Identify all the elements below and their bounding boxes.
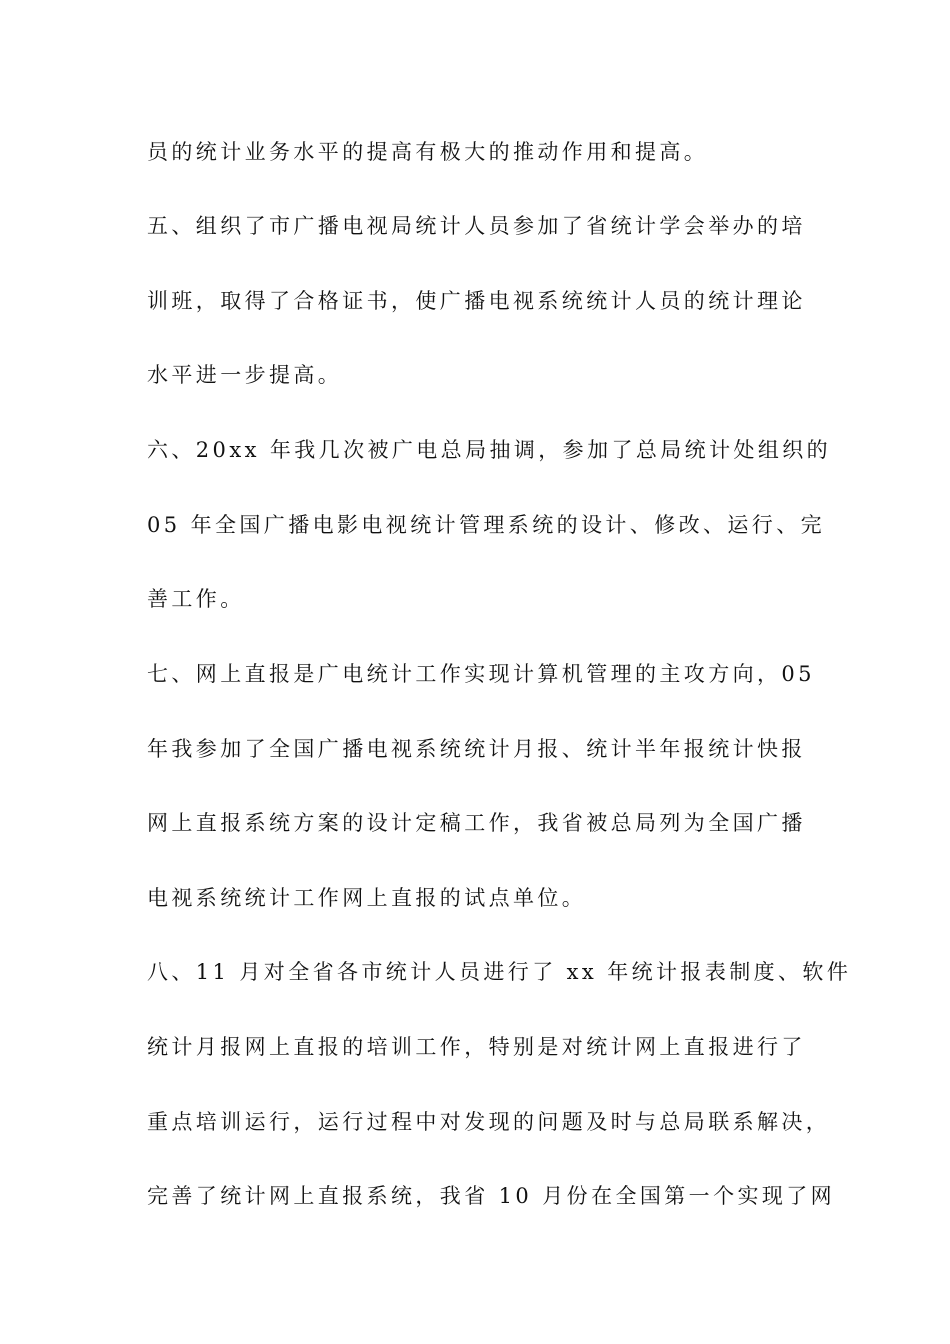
text-line: 电视系统统计工作网上直报的试点单位。 bbox=[147, 886, 587, 910]
text-line: 完善了统计网上直报系统，我省 10 月份在全国第一个实现了网 bbox=[147, 1184, 836, 1208]
text-line: 年我参加了全国广播电视系统统计月报、统计半年报统计快报 bbox=[147, 737, 806, 761]
text-line: 员的统计业务水平的提高有极大的推动作用和提高。 bbox=[147, 140, 709, 164]
text-line: 05 年全国广播电影电视统计管理系统的设计、修改、运行、完 bbox=[147, 513, 825, 537]
text-line: 五、组织了市广播电视局统计人员参加了省统计学会举办的培 bbox=[147, 214, 806, 238]
text-line: 六、20xx 年我几次被广电总局抽调，参加了总局统计处组织的 bbox=[147, 438, 832, 462]
text-line: 统计月报网上直报的培训工作，特别是对统计网上直报进行了 bbox=[147, 1035, 806, 1059]
text-line: 七、网上直报是广电统计工作实现计算机管理的主攻方向，05 bbox=[147, 662, 815, 686]
text-line: 网上直报系统方案的设计定稿工作，我省被总局列为全国广播 bbox=[147, 811, 806, 835]
text-line: 八、11 月对全省各市统计人员进行了 xx 年统计报表制度、软件 bbox=[147, 960, 852, 984]
text-line: 善工作。 bbox=[147, 587, 245, 611]
text-line: 训班，取得了合格证书，使广播电视系统统计人员的统计理论 bbox=[147, 289, 806, 313]
text-line: 水平进一步提高。 bbox=[147, 363, 343, 387]
text-line: 重点培训运行，运行过程中对发现的问题及时与总局联系解决， bbox=[147, 1110, 831, 1134]
